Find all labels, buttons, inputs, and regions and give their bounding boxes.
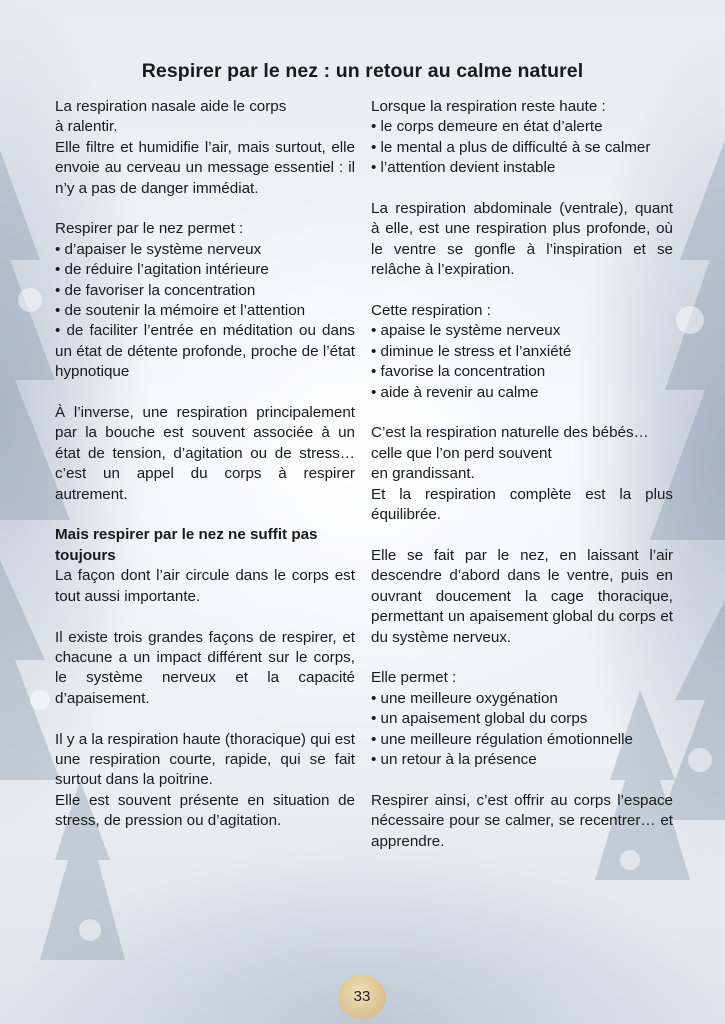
paragraph: Elle se fait par le nez, en laissant l’air descendre d’abord dans le ventre, puis en ouvrant doucement la cage thoracique, permettant un apaisement global du corps et du système nerveux. <box>371 546 673 646</box>
section-heading: Mais respirer par le nez ne suffit pas toujours <box>55 526 318 564</box>
paragraph: Respirer ainsi, c’est offrir au corps l’espace nécessaire pour se calmer, se recentrer… et apprendre. <box>371 791 673 850</box>
paragraph: Elle permet : <box>371 669 457 687</box>
page-number: 33 <box>338 975 386 1019</box>
paragraph: Il y a la respiration haute (thoracique) qui est une respiration courte, rapide, qui se fait surtout dans la poitrine. <box>55 730 355 789</box>
spacer <box>371 648 673 668</box>
page-title: Respirer par le nez : un retour au calme naturel <box>141 60 584 82</box>
list-item: • un retour à la présence <box>371 750 537 768</box>
list-item: • le corps demeure en état d’alerte <box>371 118 603 136</box>
list-item: • de soutenir la mémoire et l’attention <box>55 302 306 320</box>
spacer <box>371 403 673 423</box>
spacer <box>371 770 673 790</box>
list-item: • une meilleure régulation émotionnelle <box>371 730 633 748</box>
spacer <box>371 281 673 301</box>
spacer <box>55 383 355 403</box>
list-item: • l’attention devient instable <box>371 159 556 177</box>
paragraph: à ralentir. <box>55 118 118 136</box>
paragraph: Cette respiration : <box>371 302 491 320</box>
list-item: • d’apaiser le système nerveux <box>55 240 262 258</box>
list-item: • favorise la concentration <box>371 363 546 381</box>
spacer <box>55 505 355 525</box>
list-item: • le mental a plus de difficulté à se calmer <box>371 138 651 156</box>
list-item: • un apaisement global du corps <box>371 710 588 728</box>
paragraph: en grandissant. <box>371 465 475 483</box>
list-item: • de favoriser la concentration <box>55 281 256 299</box>
left-column <box>55 97 355 832</box>
paragraph: Respirer par le nez permet : <box>55 220 244 238</box>
paragraph: La respiration nasale aide le corps <box>55 98 287 115</box>
paragraph: Et la respiration complète est la plus équilibrée. <box>371 485 673 524</box>
spacer <box>371 525 673 545</box>
paragraph: La façon dont l’air circule dans le corps est tout aussi importante. <box>55 567 355 605</box>
paragraph: Lorsque la respiration reste haute : <box>371 98 606 115</box>
spacer <box>371 179 673 199</box>
paragraph: Elle est souvent présente en situation de stress, de pression ou d’agitation. <box>55 791 355 830</box>
right-column <box>371 97 673 852</box>
paragraph: Il existe trois grandes façons de respirer, et chacune a un impact différent sur le corps, le système nerveux et la capacité d’apaisement. <box>55 628 355 707</box>
spacer <box>55 709 355 729</box>
list-item: • diminue le stress et l’anxiété <box>371 342 572 360</box>
paragraph: À l’inverse, une respiration principalement par la bouche est souvent associée à un état de tension, d’agitation ou de stress… c’est un appel du corps à respirer autrement. <box>55 404 355 503</box>
list-item: • aide à revenir au calme <box>371 383 539 401</box>
list-item: • apaise le système nerveux <box>371 322 561 340</box>
list-item: • une meilleure oxygénation <box>371 689 558 707</box>
list-item: • de réduire l’agitation intérieure <box>55 261 269 279</box>
paragraph: Elle filtre et humidifie l’air, mais surtout, elle envoie au cerveau un message essentiel : il n’y a pas de danger immédiat. <box>55 138 355 197</box>
list-item: • de faciliter l’entrée en méditation ou dans un état de détente profonde, proche de l’état hypnotique <box>55 322 355 381</box>
paragraph: La respiration abdominale (ventrale), quant à elle, est une respiration plus profonde, où le ventre se gonfle à l’inspiration et se relâche à l’expiration. <box>371 200 673 279</box>
paragraph: C’est la respiration naturelle des bébés… celle que l’on perd souvent <box>371 424 649 462</box>
spacer <box>55 607 355 627</box>
spacer <box>55 199 355 219</box>
